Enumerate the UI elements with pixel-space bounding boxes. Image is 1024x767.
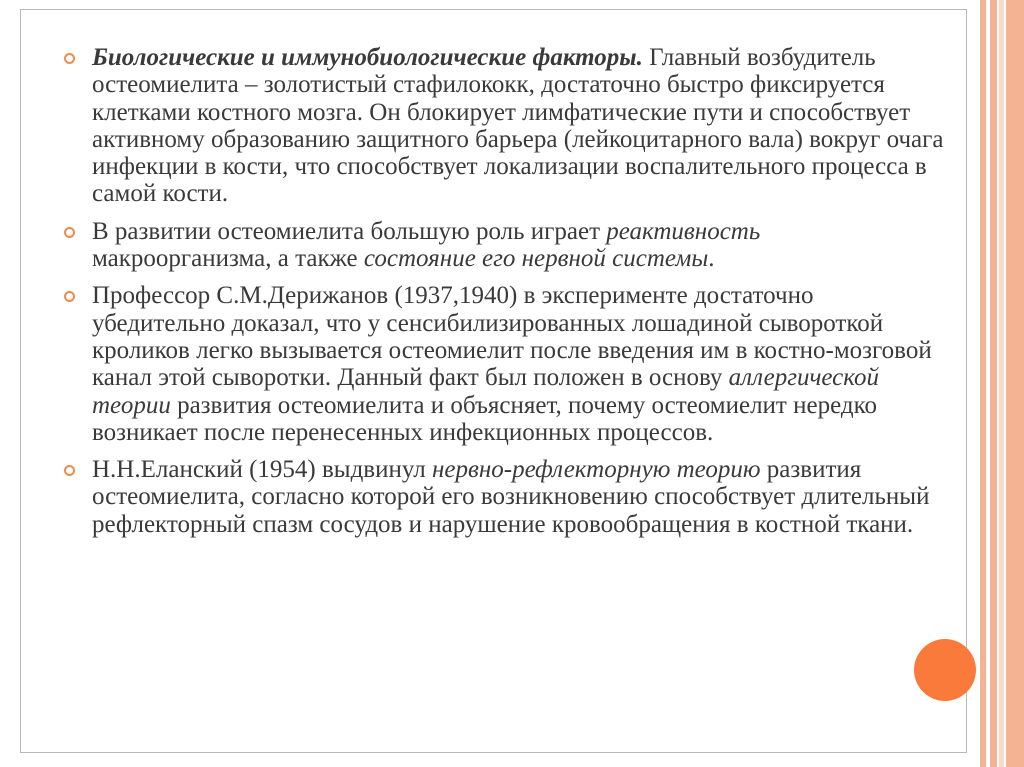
- decorative-stripe: [999, 0, 1004, 767]
- item-emphasis: аллергической теории: [92, 364, 879, 419]
- decorative-stripe: [980, 0, 986, 767]
- bullet-item-elansky: [64, 456, 944, 538]
- bullet-ring-icon: [64, 53, 75, 64]
- item-text: Профессор С.М.Дерижанов (1937,1940) в эксперименте достаточно убедительно доказал, что у сенсибилизированных лошадиной сывороткой кроликов легко вызывается остеомиелит после введения им в костно-мозговой канал этой сыворотки. Данный факт был положен в основу: [92, 282, 932, 392]
- item-text: развития остеомиелита, согласно которой его возникновению способствует длительный рефлекторный спазм сосудов и нарушение кровообращения в костной ткани.: [92, 456, 930, 538]
- item-text: В развитии остеомиелита большую роль играет: [92, 217, 607, 245]
- bullet-ring-icon: [64, 291, 75, 302]
- bullet-ring-icon: [64, 227, 75, 238]
- item-heading: Биологические и иммунобиологические факторы.: [92, 44, 643, 71]
- decorative-stripe: [990, 0, 997, 767]
- item-emphasis: нервно-рефлекторную теорию: [432, 456, 761, 484]
- bullet-item-biological-factors: [64, 44, 944, 208]
- bullet-list: [64, 44, 944, 548]
- bullet-item-derizhanov: [64, 282, 944, 446]
- bullet-ring-icon: [64, 465, 75, 476]
- item-text: макроорганизма, а также: [92, 245, 364, 273]
- decorative-stripe: [1006, 0, 1024, 767]
- item-text: .: [708, 245, 715, 273]
- bullet-item-reactivity: [64, 218, 944, 273]
- item-text: Н.Н.Еланский (1954) выдвинул: [92, 456, 432, 484]
- item-emphasis: реактивность: [606, 217, 761, 245]
- decorative-circle: [914, 639, 976, 701]
- item-text: развития остеомиелита и объясняет, почему остеомиелит нередко возникает после перенесенных инфекционных процессов.: [92, 391, 877, 446]
- item-text: Главный возбудитель остеомиелита – золотистый стафилококк, достаточно быстро фиксируется клетками костного мозга. Он блокирует лимфатические пути и способствует активному образованию защитного барьера (лейкоцитарного вала) вокруг очага инфекции в кости, что способствует локализации воспалительного процесса в самой кости.: [92, 44, 944, 208]
- item-emphasis: состояние его нервной системы: [363, 245, 709, 273]
